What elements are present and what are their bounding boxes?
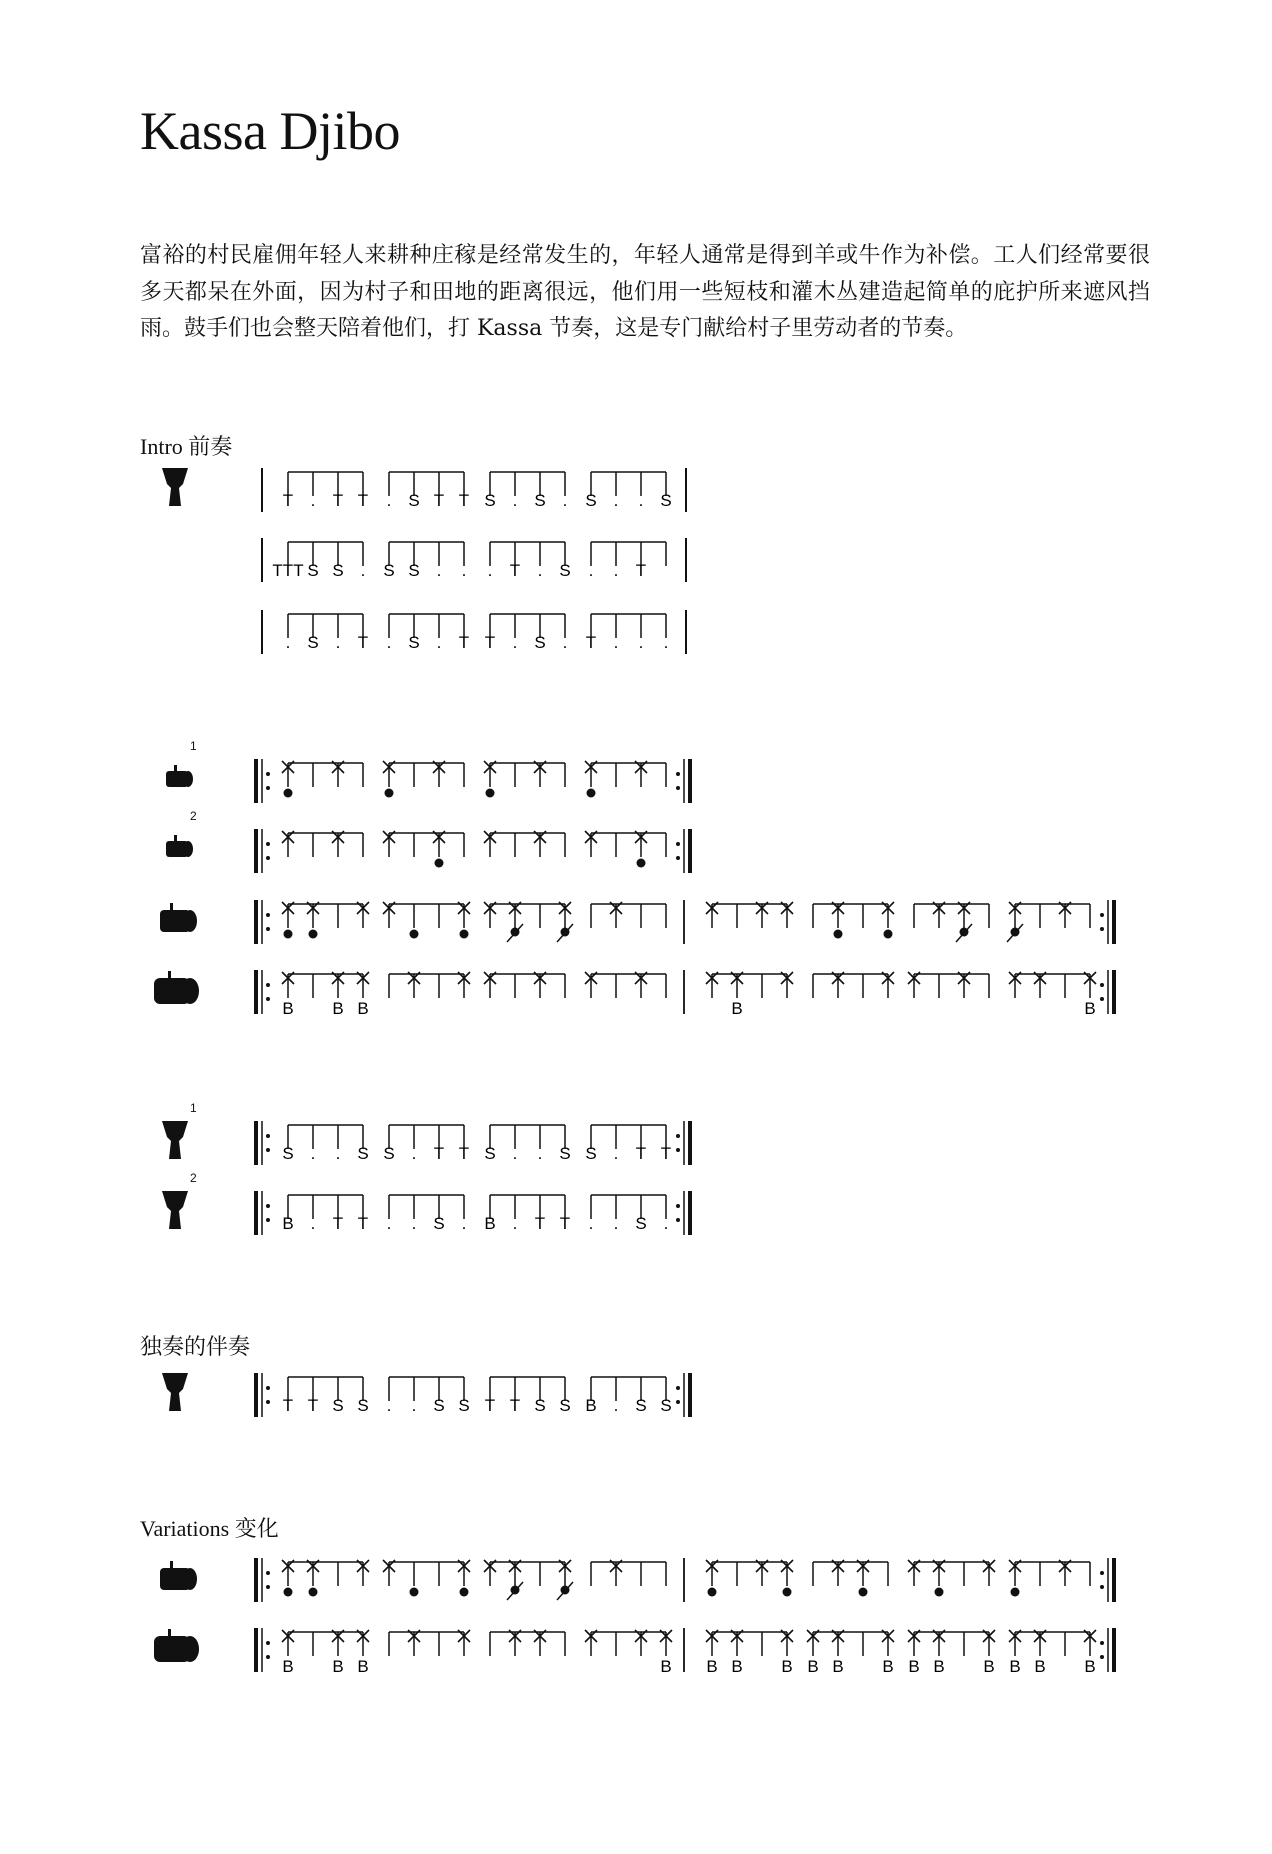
stroke-label: S (585, 491, 597, 510)
bass-label: B (706, 1657, 718, 1676)
stroke-label: . (310, 491, 316, 510)
stroke-label: S (383, 1144, 395, 1163)
stroke-label: S (433, 1214, 445, 1233)
stroke-label: S (307, 561, 319, 580)
bass-label: B (357, 999, 369, 1018)
stroke-label: S (559, 1396, 571, 1415)
stroke-label: T (559, 1214, 571, 1233)
stroke-label: T (282, 1396, 294, 1415)
stroke-label: . (613, 633, 619, 652)
stroke-label: S (408, 561, 420, 580)
bass-label: B (357, 1657, 369, 1676)
repeat-dot (1100, 1655, 1104, 1659)
stroke-label: S (357, 1144, 369, 1163)
stroke-label: . (335, 633, 341, 652)
stroke-label: . (386, 491, 392, 510)
part-number: 1 (190, 739, 197, 753)
stroke-label: S (559, 1144, 571, 1163)
stroke-label: T (458, 633, 470, 652)
stroke-label: . (461, 561, 467, 580)
stroke-label: . (638, 491, 644, 510)
bass-label: B (332, 999, 344, 1018)
stroke-label: . (537, 561, 543, 580)
stroke-label: S (534, 491, 546, 510)
stroke-label: . (537, 1144, 543, 1163)
stroke-label: S (660, 491, 672, 510)
stroke-label: . (411, 1214, 417, 1233)
stroke-label: . (613, 1396, 619, 1415)
stroke-label: . (663, 633, 669, 652)
stroke-label: S (484, 1144, 496, 1163)
stroke-label: S (660, 1396, 672, 1415)
stroke-label: T (458, 491, 470, 510)
bass-label: B (731, 999, 743, 1018)
bass-label: B (1084, 999, 1096, 1018)
stroke-label: . (310, 1144, 316, 1163)
section-label-intro: Intro 前奏 (140, 434, 233, 459)
stroke-label: S (357, 1396, 369, 1415)
stroke-label: S (307, 633, 319, 652)
stroke-label: . (386, 1214, 392, 1233)
stroke-label: . (512, 633, 518, 652)
stroke-label: S (408, 491, 420, 510)
stroke-label: S (458, 1396, 470, 1415)
stroke-label: S (383, 561, 395, 580)
bass-label: B (983, 1657, 995, 1676)
repeat-dot (266, 1641, 270, 1645)
stroke-label: T (534, 1214, 546, 1233)
section-label-solo: 独奏的伴奏 (140, 1334, 251, 1359)
part-number: 1 (190, 1101, 197, 1115)
stroke-label: B (484, 1214, 496, 1233)
stroke-label: T (509, 1396, 521, 1415)
stroke-label: . (588, 561, 594, 580)
bass-label: B (332, 1657, 344, 1676)
stroke-label: TTT (272, 561, 304, 580)
stroke-label: . (613, 1144, 619, 1163)
stroke-label: . (386, 633, 392, 652)
stroke-label: T (635, 561, 647, 580)
stroke-label: . (285, 633, 291, 652)
repeat-dot (266, 1655, 270, 1659)
stroke-label: S (332, 561, 344, 580)
stroke-label: . (461, 1214, 467, 1233)
bass-label: B (1009, 1657, 1021, 1676)
bass-label: B (1084, 1657, 1096, 1676)
stroke-label: S (534, 1396, 546, 1415)
stroke-label: . (613, 491, 619, 510)
stroke-label: S (282, 1144, 294, 1163)
stroke-label: T (660, 1144, 672, 1163)
stroke-label: . (487, 561, 493, 580)
stroke-label: S (635, 1396, 647, 1415)
bass-label: B (933, 1657, 945, 1676)
stroke-label: . (335, 1144, 341, 1163)
section-label-variations: Variations 变化 (140, 1516, 279, 1541)
repeat-dot (1100, 1641, 1104, 1645)
bass-label: B (282, 999, 294, 1018)
stroke-label: T (332, 491, 344, 510)
stroke-label: T (484, 633, 496, 652)
stroke-label: . (411, 1144, 417, 1163)
stroke-label: T (332, 1214, 344, 1233)
stroke-label: T (357, 1214, 369, 1233)
stroke-label: T (635, 1144, 647, 1163)
intro-paragraph: 富裕的村民雇佣年轻人来耕种庄稼是经常发生的，年轻人通常是得到羊或牛作为补偿。工人们经常要很多天都呆在外面，因为村子和田地的距离很远，他们用一些短枝和灌木丛建造起简单的庇护所来遮风挡雨。鼓手们也会整天陪着他们，打 Kassa 节奏，这是专门献给村子里劳动者的节奏。 (140, 243, 1150, 341)
stroke-label: T (282, 491, 294, 510)
stroke-label: . (310, 1214, 316, 1233)
stroke-label: . (613, 1214, 619, 1233)
stroke-label: . (562, 633, 568, 652)
stroke-label: . (613, 561, 619, 580)
stroke-label: . (386, 1396, 392, 1415)
stroke-label: . (411, 1396, 417, 1415)
stroke-label: . (360, 561, 366, 580)
stroke-label: B (282, 1214, 294, 1233)
bass-label: B (1034, 1657, 1046, 1676)
stroke-label: . (588, 1214, 594, 1233)
bass-label: B (781, 1657, 793, 1676)
stroke-label: S (484, 491, 496, 510)
stroke-label: T (307, 1396, 319, 1415)
stroke-label: . (562, 491, 568, 510)
stroke-label: T (433, 491, 445, 510)
stroke-label: . (512, 491, 518, 510)
stroke-label: T (357, 491, 369, 510)
stroke-label: S (534, 633, 546, 652)
part-number: 2 (190, 809, 197, 823)
bass-label: B (832, 1657, 844, 1676)
stroke-label: S (559, 561, 571, 580)
stroke-label: T (458, 1144, 470, 1163)
bass-label: B (882, 1657, 894, 1676)
stroke-label: . (436, 561, 442, 580)
stroke-label: T (484, 1396, 496, 1415)
stroke-label: S (635, 1214, 647, 1233)
part-number: 2 (190, 1171, 197, 1185)
stroke-label: . (512, 1144, 518, 1163)
page-title: Kassa Djibo (140, 101, 400, 161)
bass-label: B (908, 1657, 920, 1676)
stroke-label: S (332, 1396, 344, 1415)
stroke-label: . (663, 1214, 669, 1233)
stroke-label: . (638, 633, 644, 652)
bass-label: B (807, 1657, 819, 1676)
stroke-label: S (585, 1144, 597, 1163)
stroke-label: . (512, 1214, 518, 1233)
stroke-label: T (509, 561, 521, 580)
bass-label: B (660, 1657, 672, 1676)
stroke-label: S (433, 1396, 445, 1415)
stroke-label: T (585, 633, 597, 652)
bass-label: B (731, 1657, 743, 1676)
stroke-label: T (357, 633, 369, 652)
stroke-label: . (436, 633, 442, 652)
stroke-label: B (585, 1396, 597, 1415)
stroke-label: T (433, 1144, 445, 1163)
bass-label: B (282, 1657, 294, 1676)
stroke-label: S (408, 633, 420, 652)
